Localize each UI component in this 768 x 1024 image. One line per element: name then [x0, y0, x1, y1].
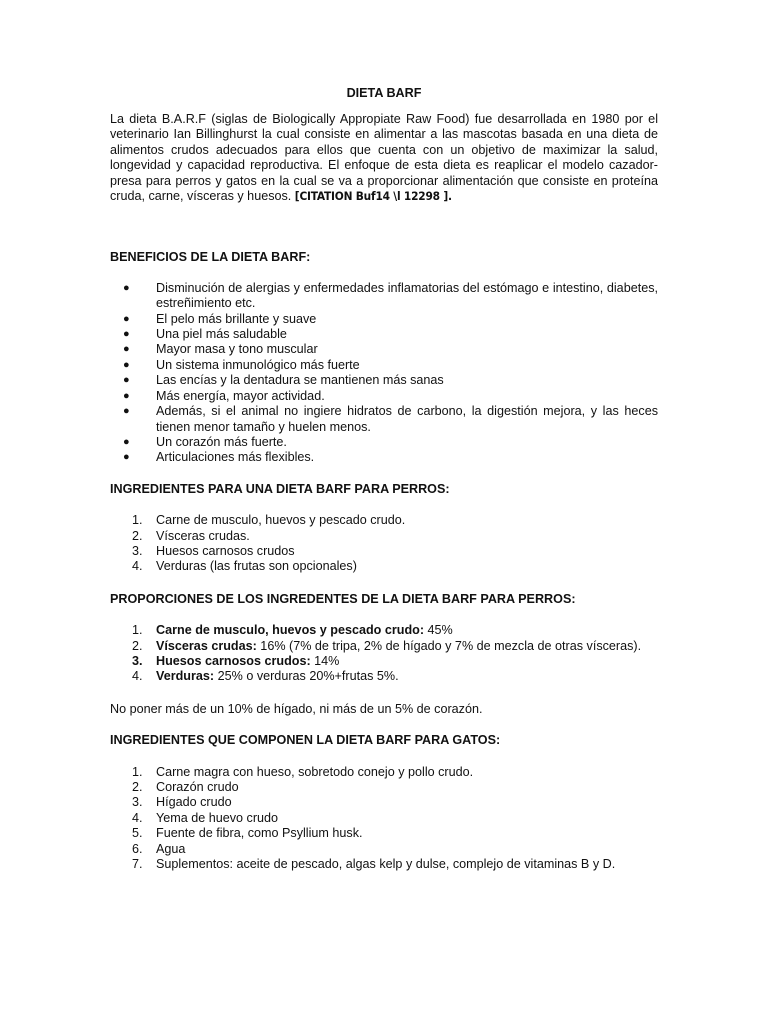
list-item: 4. Verduras: 25% o verduras 20%+frutas 5%. [132, 669, 399, 684]
item-label: Huesos carnosos crudos: [156, 653, 311, 668]
list-item: ● Las encías y la dentadura se mantienen más sanas [123, 373, 444, 388]
benefits-list [110, 281, 658, 466]
dog-ingredients-list [110, 513, 658, 575]
item-label: Carne de musculo, huevos y pescado crudo: [156, 623, 425, 638]
item-label: Vísceras crudas: [156, 638, 257, 653]
dog-ingredients-heading: INGREDIENTES PARA UNA DIETA BARF PARA PERROS: [110, 481, 450, 496]
list-item: ● Articulaciones más flexibles. [123, 450, 315, 465]
item-label: Verduras: [156, 669, 215, 684]
bullet-icon: ● [123, 312, 130, 325]
list-item: 4. Yema de huevo crudo [132, 810, 279, 825]
list-item: 1. Carne magra con hueso, sobretodo conejo y pollo crudo. [132, 764, 474, 779]
list-item: ● Un sistema inmunológico más fuerte [123, 357, 360, 372]
proportions-note: No poner más de un 10% de hígado, ni más de un 5% de corazón. [110, 701, 483, 716]
bullet-icon: ● [123, 435, 130, 448]
list-item: ● Disminución de alergias y enfermedades inflamatorias del estómago e intestino, diabetes, estreñimiento etc. [123, 280, 658, 311]
list-item: 3. Huesos carnosos crudos [132, 543, 295, 558]
list-item: 2. Vísceras crudas: 16% (7% de tripa, 2% de hígado y 7% de mezcla de otras vísceras). [132, 638, 642, 653]
dog-proportions-list [110, 623, 658, 685]
bullet-icon: ● [123, 451, 130, 464]
document-page [110, 86, 658, 872]
bullet-icon: ● [123, 389, 130, 402]
list-item: 2. Vísceras crudas. [132, 528, 250, 543]
list-item: 1. Carne de musculo, huevos y pescado crudo: 45% [132, 623, 453, 638]
dog-proportions-heading: PROPORCIONES DE LOS INGREDENTES DE LA DIETA BARF PARA PERROS: [110, 591, 576, 606]
list-item: 5. Fuente de fibra, como Psyllium husk. [132, 826, 363, 841]
list-item: 4. Verduras (las frutas son opcionales) [132, 559, 357, 574]
list-item: 7. Suplementos: aceite de pescado, algas kelp y dulse, complejo de vitaminas B y D. [132, 857, 616, 872]
list-item: ● Más energía, mayor actividad. [123, 388, 325, 403]
intro-paragraph [110, 112, 658, 204]
bullet-icon: ● [123, 374, 130, 387]
bullet-icon: ● [123, 343, 130, 356]
cat-ingredients-heading: INGREDIENTES QUE COMPONEN LA DIETA BARF PARA GATOS: [110, 733, 501, 748]
list-item: ● Un corazón más fuerte. [123, 434, 287, 449]
list-item: ● El pelo más brillante y suave [123, 311, 317, 326]
list-item: ● Mayor masa y tono muscular [123, 342, 318, 357]
bullet-icon: ● [123, 281, 130, 294]
citation-field: [CITATION Buf14 \l 12298 ]. [294, 189, 452, 204]
list-item: 3. Hígado crudo [132, 795, 232, 810]
list-item: 6. Agua [132, 841, 186, 856]
benefits-heading: BENEFICIOS DE LA DIETA BARF: [110, 250, 311, 265]
list-item: ● Además, si el animal no ingiere hidratos de carbono, la digestión mejora, y las heces tienen menor tamaño y huelen menos. [123, 404, 658, 434]
list-item: 1. Carne de musculo, huevos y pescado crudo. [132, 513, 406, 528]
list-item: 2. Corazón crudo [132, 780, 239, 794]
intro-text: La dieta B.A.R.F (siglas de Biologically Appropiate Raw Food) fue desarrollada en 1980 por el veterinario Ian Billinghurst la cual consiste en alimentar a las mascotas basada en una dieta de alimentos crudos adecuados para ellos que cuenta con un objetivo de maximizar la salud, longevidad y capacidad reproductiva. El enfoque de esta dieta es reaplicar el modelo cazador-presa para perros y gatos en la cual se va a proporcionar alimentación que consiste en proteína cruda, carne, vísceras y huesos. [110, 112, 658, 204]
cat-ingredients-list [110, 765, 658, 873]
bullet-icon: ● [123, 328, 130, 341]
list-item: ● Una piel más saludable [123, 327, 287, 342]
document-title: DIETA BARF [346, 86, 422, 100]
bullet-icon: ● [123, 405, 130, 418]
list-item: 3. Huesos carnosos crudos: 14% [132, 653, 340, 668]
bullet-icon: ● [123, 358, 130, 371]
